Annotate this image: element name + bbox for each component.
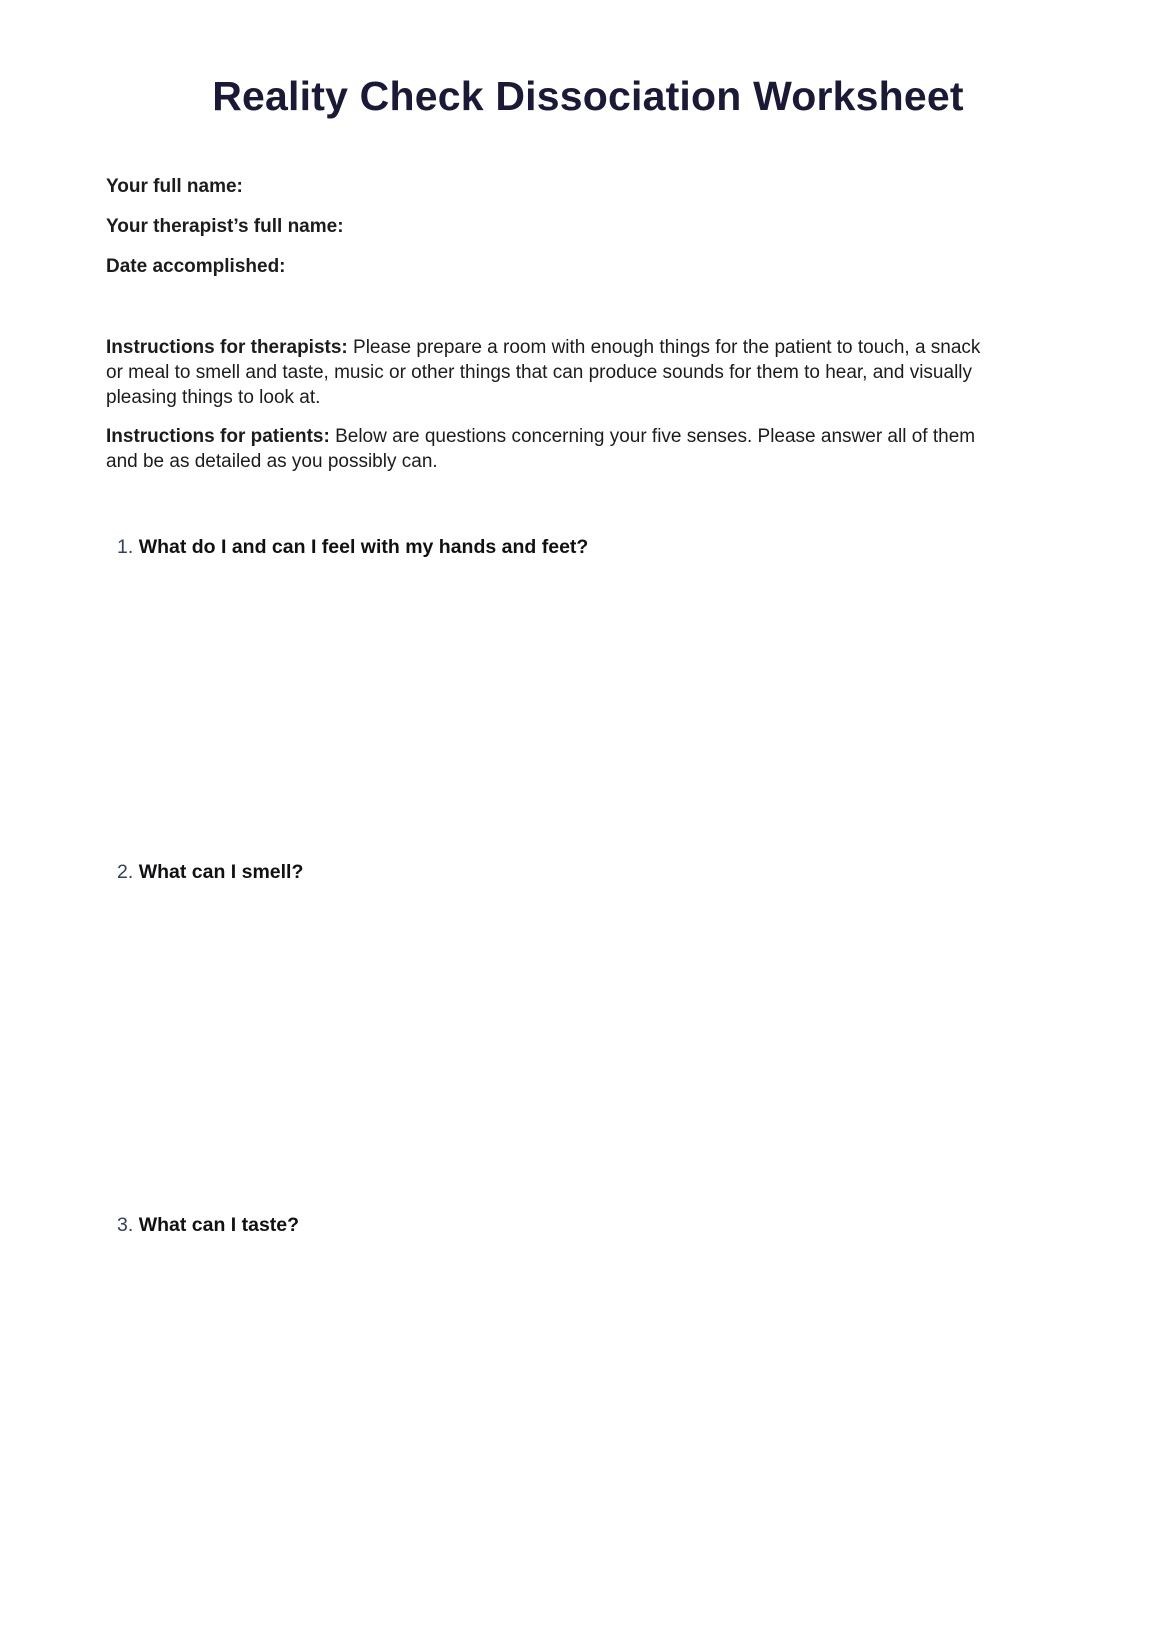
instructions-patients-lead: Instructions for patients: [106, 426, 330, 448]
instructions-section [106, 335, 996, 474]
question-3-text: What can I taste? [138, 1214, 300, 1237]
question-1-text: What do I and can I feel with my hands and feet? [138, 536, 589, 559]
question-3-line [106, 1212, 996, 1238]
question-item-1 [106, 534, 996, 859]
question-item-2 [106, 859, 996, 1212]
instructions-patients-text: Below are questions concerning your five senses. Please answer all of them and be as detailed as you possibly can. [106, 426, 976, 473]
instructions-for-therapists [106, 335, 996, 410]
question-2-line [106, 859, 996, 885]
instructions-for-patients [106, 424, 996, 474]
field-label-therapist-name: Your therapist’s full name: [106, 216, 344, 238]
question-3-number: 3. [117, 1214, 134, 1237]
question-2-number: 2. [117, 861, 134, 884]
fields-section [106, 175, 996, 279]
answer-space-3 [106, 1238, 996, 1598]
question-item-3 [106, 1212, 996, 1598]
instructions-therapists-lead: Instructions for therapists: [106, 337, 348, 359]
question-2-text: What can I smell? [138, 861, 304, 884]
question-1-line [106, 534, 996, 560]
page-title: Reality Check Dissociation Worksheet [212, 73, 964, 119]
instructions-therapists-text: Please prepare a room with enough things for the patient to touch, a snack or meal to smell and taste, music or other things that can produce sounds for them to hear, and visually pleasing things to look at. [106, 337, 981, 409]
field-label-date-accomplished: Date accomplished: [106, 256, 286, 278]
answer-space-1 [106, 560, 996, 859]
answer-space-2 [106, 885, 996, 1212]
questions-list [106, 534, 996, 1598]
question-1-number: 1. [117, 536, 134, 559]
field-label-full-name: Your full name: [106, 176, 243, 198]
